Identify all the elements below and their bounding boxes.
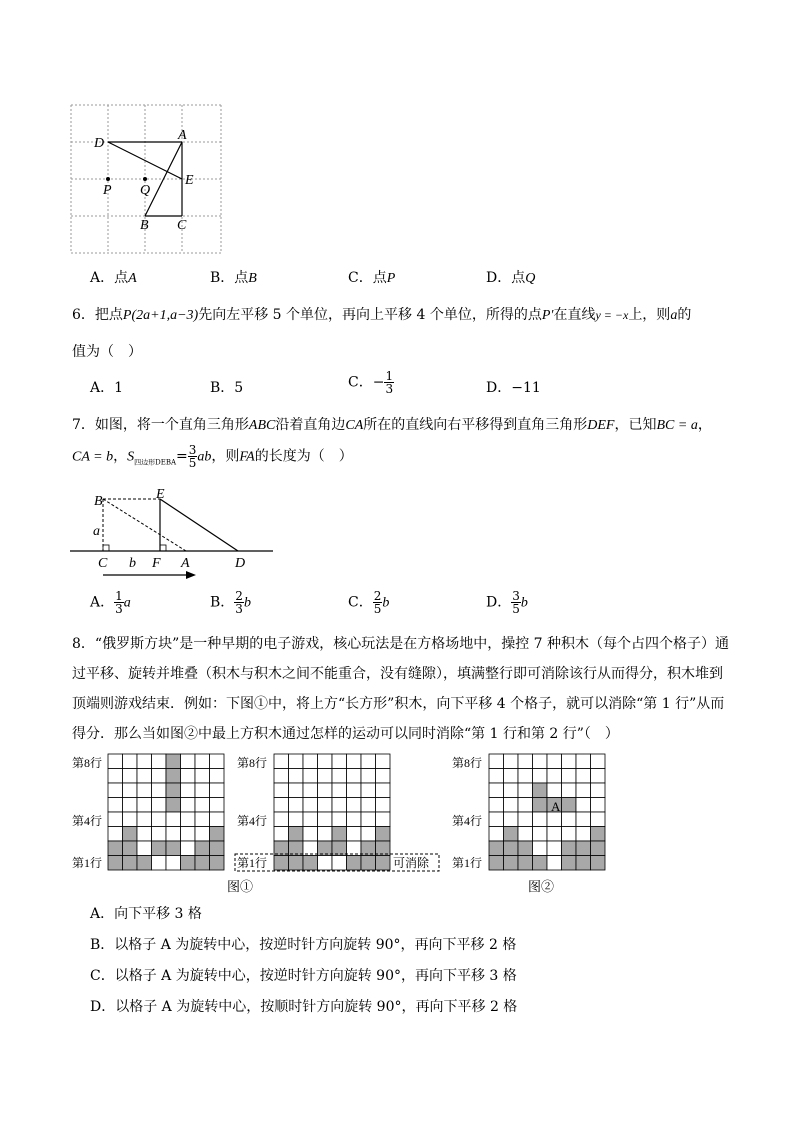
q6-option-a[interactable]: A．1 xyxy=(90,380,124,396)
grid-cell xyxy=(274,798,289,813)
grid-cell xyxy=(108,841,123,856)
grid-cell xyxy=(181,798,196,813)
label-a: a xyxy=(93,524,100,539)
grid-cell xyxy=(108,827,123,842)
grid-cell xyxy=(562,812,577,827)
grid-cell xyxy=(137,856,152,871)
q7-triangle-figure xyxy=(70,487,280,583)
grid-cell xyxy=(562,856,577,871)
grid-cell xyxy=(166,841,181,856)
grid-cell xyxy=(123,856,138,871)
grid-cell xyxy=(123,798,138,813)
label-E: E xyxy=(156,487,165,502)
q7-option-d[interactable]: D． $\frac{3}{5}$ b xyxy=(486,589,528,616)
fig1-right-row1: 第1行 xyxy=(237,856,268,870)
fig2-caption: 图② xyxy=(528,880,555,895)
grid-cell xyxy=(289,841,304,856)
fig1-right-row4: 第4行 xyxy=(237,814,268,828)
grid-cell xyxy=(361,754,376,769)
grid-cell xyxy=(274,856,289,871)
grid-cell xyxy=(303,812,318,827)
grid-cell xyxy=(166,769,181,784)
grid-cell xyxy=(347,783,362,798)
grid-cell xyxy=(123,783,138,798)
grid-cell xyxy=(361,798,376,813)
grid-cell xyxy=(504,841,519,856)
grid-cell xyxy=(533,754,548,769)
grid-cell xyxy=(376,827,391,842)
label-Q: Q xyxy=(140,183,151,198)
grid-cell xyxy=(181,812,196,827)
q8-stem-line2: 过平移、旋转并堆叠（积木与积木之间不能重合，没有缝隙），填满整行即可消除该行从而得分，积木堆到 xyxy=(72,666,723,682)
grid-cell xyxy=(166,827,181,842)
grid-cell xyxy=(195,754,210,769)
label-C: C xyxy=(177,218,187,233)
grid-cell xyxy=(347,812,362,827)
grid-cell xyxy=(591,754,606,769)
grid-cell xyxy=(332,798,347,813)
grid-cell xyxy=(195,798,210,813)
grid-cell xyxy=(504,754,519,769)
grid-cell xyxy=(489,827,504,842)
q5-option-a[interactable]: A．点A xyxy=(90,270,137,286)
grid-cell xyxy=(195,783,210,798)
grid-cell xyxy=(181,769,196,784)
grid-cell xyxy=(376,754,391,769)
fig1-left-row1: 第1行 xyxy=(72,856,103,870)
grid-cell xyxy=(533,827,548,842)
q8-stem-line4: 得分．那么当如图②中最上方积木通过怎样的运动可以同时消除“第 1 行和第 2 行”（ ） xyxy=(72,726,619,742)
grid-cell xyxy=(518,856,533,871)
label-C: C xyxy=(98,556,108,571)
grid-cell xyxy=(152,841,167,856)
label-A: A xyxy=(178,128,187,143)
q6-stem-line2: 值为（ ） xyxy=(72,344,142,360)
grid-cell xyxy=(518,769,533,784)
grid-cell xyxy=(533,798,548,813)
grid-cell xyxy=(108,769,123,784)
grid-cell xyxy=(181,841,196,856)
label-P: P xyxy=(103,183,112,198)
label-B: B xyxy=(140,218,149,233)
grid-cell xyxy=(137,769,152,784)
q5-option-b[interactable]: B．点B xyxy=(210,270,257,286)
grid-cell xyxy=(562,769,577,784)
grid-cell xyxy=(303,769,318,784)
grid-cell xyxy=(518,783,533,798)
grid-cell xyxy=(533,856,548,871)
grid-cell xyxy=(504,812,519,827)
grid-cell xyxy=(152,827,167,842)
segment-ED xyxy=(160,499,238,551)
grid-cell xyxy=(504,827,519,842)
grid-cell xyxy=(533,812,548,827)
label-b: b xyxy=(129,556,136,571)
grid-cell xyxy=(123,812,138,827)
grid-cell xyxy=(108,798,123,813)
fig2-row8: 第8行 xyxy=(452,756,483,770)
grid-cell xyxy=(376,812,391,827)
q7-option-b[interactable]: B． $\frac{2}{3}$ b xyxy=(210,589,251,616)
grid-cell xyxy=(108,783,123,798)
fig1-right-row8: 第8行 xyxy=(237,756,268,770)
grid-cell xyxy=(289,769,304,784)
grid-cell xyxy=(152,769,167,784)
label-A: A xyxy=(181,556,190,571)
label-B: B xyxy=(94,494,103,509)
grid-cell xyxy=(318,841,333,856)
grid-cell xyxy=(332,841,347,856)
grid-cell xyxy=(562,783,577,798)
grid-cell xyxy=(489,812,504,827)
grid-cell xyxy=(137,754,152,769)
grid-cell xyxy=(547,827,562,842)
grid-cell xyxy=(547,783,562,798)
grid-cell xyxy=(152,812,167,827)
grid-cell xyxy=(289,783,304,798)
grid-cell xyxy=(576,841,591,856)
grid-cell xyxy=(489,769,504,784)
grid-cell xyxy=(533,841,548,856)
q6-stem-line1: 6．把点P(2a+1,a−3)先向左平移 5 个单位，再向上平移 4 个单位，所得的点P′在直线y = −x上，则a的 xyxy=(72,307,692,323)
grid-cell xyxy=(376,841,391,856)
q8-option-a[interactable]: A．向下平移 3 格 xyxy=(90,906,202,922)
grid-cell xyxy=(361,841,376,856)
grid-cell xyxy=(518,841,533,856)
grid-cell xyxy=(361,783,376,798)
q5-grid-figure xyxy=(70,104,222,254)
q8-stem-line3: 顶端则游戏结束．例如：下图①中，将上方“长方形”积木，向下平移 4 个格子，就可以消除“第 1 行”从而 xyxy=(72,696,725,712)
grid-cell xyxy=(152,783,167,798)
grid-cell xyxy=(347,754,362,769)
grid-cell xyxy=(332,783,347,798)
q8-option-d[interactable]: D．以格子 A 为旋转中心，按顺时针方向旋转 90°，再向下平移 2 格 xyxy=(90,999,518,1015)
grid-cell xyxy=(318,856,333,871)
fig2-row1: 第1行 xyxy=(452,856,483,870)
grid-cell xyxy=(123,769,138,784)
grid-cell xyxy=(152,856,167,871)
grid-cell xyxy=(518,827,533,842)
grid-cell xyxy=(166,812,181,827)
grid-cell xyxy=(576,783,591,798)
q5-option-c[interactable]: C．点P xyxy=(348,270,396,286)
grid-cell xyxy=(504,798,519,813)
grid-cell xyxy=(489,754,504,769)
grid-cell xyxy=(376,769,391,784)
grid-cell xyxy=(210,798,225,813)
grid-cell xyxy=(489,798,504,813)
grid-cell xyxy=(547,769,562,784)
grid-cell xyxy=(576,827,591,842)
grid-cell xyxy=(518,754,533,769)
grid-cell xyxy=(195,769,210,784)
grid-cell xyxy=(166,798,181,813)
grid-cell xyxy=(361,769,376,784)
grid-cell xyxy=(547,812,562,827)
q8-option-c[interactable]: C．以格子 A 为旋转中心，按逆时针方向旋转 90°，再向下平移 3 格 xyxy=(90,968,517,984)
grid-cell xyxy=(533,783,548,798)
grid-cell xyxy=(123,827,138,842)
grid-cell xyxy=(347,827,362,842)
grid-cell xyxy=(562,798,577,813)
grid-cell xyxy=(376,798,391,813)
grid-cell xyxy=(210,783,225,798)
grid-cell xyxy=(137,841,152,856)
grid-cell xyxy=(274,841,289,856)
grid-cell xyxy=(303,856,318,871)
grid-cell xyxy=(137,798,152,813)
grid-cell xyxy=(576,812,591,827)
grid-cell xyxy=(210,856,225,871)
figure1-right-grid xyxy=(274,754,390,870)
grid-cell xyxy=(274,783,289,798)
grid-cell xyxy=(489,783,504,798)
grid-cell xyxy=(347,798,362,813)
figure1-left-grid xyxy=(108,754,224,870)
grid-cell xyxy=(195,812,210,827)
q5-option-d[interactable]: D．点Q xyxy=(486,270,536,286)
grid-cell xyxy=(123,754,138,769)
grid-cell xyxy=(332,769,347,784)
grid-cell xyxy=(591,827,606,842)
grid-cell xyxy=(332,827,347,842)
grid-cell xyxy=(108,754,123,769)
point-Q xyxy=(143,177,147,181)
fig1-left-row4: 第4行 xyxy=(72,814,103,828)
grid-cell xyxy=(591,841,606,856)
grid-cell xyxy=(489,856,504,871)
grid-cell xyxy=(518,812,533,827)
grid-cell xyxy=(504,783,519,798)
grid-cell xyxy=(533,769,548,784)
grid-cell xyxy=(210,827,225,842)
grid-cell xyxy=(562,841,577,856)
grid-cell xyxy=(591,769,606,784)
grid-cell xyxy=(504,769,519,784)
q7-option-a[interactable]: A． $\frac{1}{3}$ a xyxy=(90,589,131,616)
grid-cell xyxy=(137,783,152,798)
q7-option-c[interactable]: C． $\frac{2}{5}$ b xyxy=(348,589,390,616)
grid-cell xyxy=(181,827,196,842)
grid-cell xyxy=(518,798,533,813)
grid-cell xyxy=(195,856,210,871)
grid-cell xyxy=(152,754,167,769)
grid-cell xyxy=(210,812,225,827)
grid-cell xyxy=(547,754,562,769)
grid-cell xyxy=(361,856,376,871)
q8-option-b[interactable]: B．以格子 A 为旋转中心，按逆时针方向旋转 90°，再向下平移 2 格 xyxy=(90,937,517,953)
grid-cell xyxy=(332,754,347,769)
grid-cell xyxy=(123,841,138,856)
grid-cell xyxy=(547,841,562,856)
grid-cell xyxy=(210,841,225,856)
grid-cell xyxy=(562,827,577,842)
grid-cell xyxy=(210,769,225,784)
clear-label: 可消除 xyxy=(393,856,430,870)
grid-cell xyxy=(591,798,606,813)
label-F: F xyxy=(152,556,161,571)
grid-cell xyxy=(591,856,606,871)
grid-cell xyxy=(137,812,152,827)
label-E: E xyxy=(185,173,194,188)
grid-cell xyxy=(562,754,577,769)
grid-cell xyxy=(210,754,225,769)
grid-cell xyxy=(274,827,289,842)
grid-cell xyxy=(137,827,152,842)
fig1-caption: 图① xyxy=(227,880,254,895)
fig2-row4: 第4行 xyxy=(452,814,483,828)
grid-cell xyxy=(576,856,591,871)
grid-cell xyxy=(303,841,318,856)
grid-cell xyxy=(318,754,333,769)
grid-cell xyxy=(195,827,210,842)
grid-cell xyxy=(318,827,333,842)
grid-cell xyxy=(303,798,318,813)
grid-cell xyxy=(166,783,181,798)
fig1-left-row8: 第8行 xyxy=(72,756,103,770)
grid-cell xyxy=(361,812,376,827)
cell-A-label: A xyxy=(551,799,561,814)
grid-cell xyxy=(591,812,606,827)
grid-cell xyxy=(166,754,181,769)
point-P xyxy=(106,177,110,181)
grid-cell xyxy=(274,812,289,827)
grid-cell xyxy=(376,856,391,871)
grid-cell xyxy=(274,769,289,784)
grid-cell xyxy=(289,827,304,842)
grid-cell xyxy=(576,754,591,769)
grid-cell xyxy=(318,783,333,798)
grid-cell xyxy=(152,798,167,813)
label-D: D xyxy=(235,556,246,571)
grid-cell xyxy=(591,783,606,798)
grid-cell xyxy=(289,754,304,769)
figure2-grid xyxy=(489,754,605,870)
segment-BA xyxy=(103,499,186,551)
grid-cell xyxy=(108,856,123,871)
grid-cell xyxy=(347,769,362,784)
grid-cell xyxy=(166,856,181,871)
grid-cell xyxy=(181,856,196,871)
grid-cell xyxy=(318,798,333,813)
grid-cell xyxy=(332,812,347,827)
q6-option-c[interactable]: C．− $\frac{1}{3}$ xyxy=(348,369,394,396)
grid-cell xyxy=(332,856,347,871)
label-D: D xyxy=(94,136,105,151)
grid-cell xyxy=(547,856,562,871)
grid-cell xyxy=(195,841,210,856)
grid-cell xyxy=(576,769,591,784)
grid-cell xyxy=(181,783,196,798)
q7-stem-line2: CA = b，$S_{四边形DEBA}=$ $\frac{3}{5}$ ab，则FA的长度为（ ） xyxy=(72,443,353,470)
grid-cell xyxy=(504,856,519,871)
grid-cell xyxy=(318,812,333,827)
q8-tetris-figures xyxy=(70,752,620,874)
grid-cell xyxy=(489,841,504,856)
grid-cell xyxy=(181,754,196,769)
grid-cell xyxy=(303,783,318,798)
q6-option-d[interactable]: D．−11 xyxy=(486,380,541,396)
grid-cell xyxy=(289,812,304,827)
grid-cell xyxy=(303,754,318,769)
grid-cell xyxy=(376,783,391,798)
q6-option-b[interactable]: B．5 xyxy=(210,380,244,396)
grid-cell xyxy=(576,798,591,813)
grid-cell xyxy=(303,827,318,842)
grid-cell xyxy=(361,827,376,842)
grid-cell xyxy=(318,769,333,784)
grid-cell xyxy=(108,812,123,827)
grid-cell xyxy=(274,754,289,769)
q7-stem-line1: 7．如图，将一个直角三角形ABC沿着直角边CA所在的直线向右平移得到直角三角形DEF，已知BC = a， xyxy=(72,417,712,433)
grid-cell xyxy=(289,856,304,871)
grid-cell xyxy=(347,841,362,856)
grid-cell xyxy=(347,856,362,871)
grid-cell xyxy=(289,798,304,813)
q8-stem-line1: 8．“俄罗斯方块”是一种早期的电子游戏，核心玩法是在方格场地中，操控 7 种积木（每个占四个格子）通 xyxy=(72,636,730,652)
